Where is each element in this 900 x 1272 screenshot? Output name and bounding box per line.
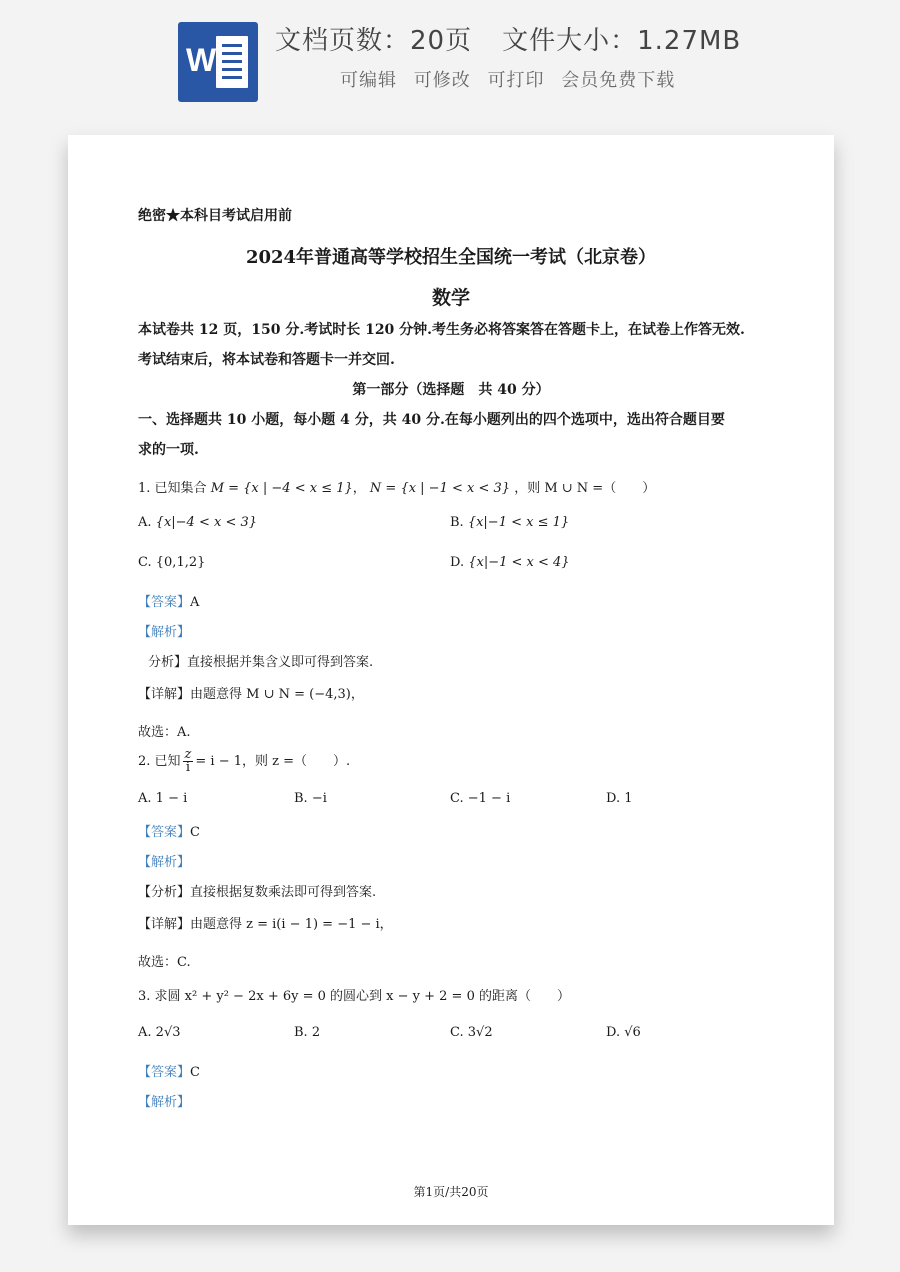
- q2-option-b: B. −i: [294, 791, 327, 806]
- question-3: 3. 求圆 x² + y² − 2x + 6y = 0 的圆心到 x − y + 2 = 0 的距离（ ）: [138, 989, 570, 1004]
- q1-option-d: D. {x|−1 < x < 4}: [450, 555, 570, 570]
- q3-answer: 【答案】C: [138, 1065, 200, 1080]
- feature-member-free: 会员免费下载: [561, 70, 676, 91]
- q3-option-a: A. 2√3: [138, 1025, 181, 1040]
- instructions-line-2: 考试结束后，将本试卷和答题卡一并交回.: [138, 352, 395, 368]
- page-count: 文档页数：20页: [275, 26, 473, 56]
- q3-option-c: C. 3√2: [450, 1025, 493, 1040]
- q2-option-c: C. −1 − i: [450, 791, 511, 806]
- q3-option-d: D. √6: [606, 1025, 641, 1040]
- q1-suffix: ，则 M ∪ N =（ ）: [514, 481, 656, 496]
- q2-fraction: $\frac{z}{i}$: [184, 747, 192, 775]
- feature-editable: 可编辑: [340, 70, 397, 91]
- section-desc-line-1: 一、选择题共 10 小题，每小题 4 分，共 40 分.在每小题列出的四个选项中，选出符合题目要: [138, 412, 725, 428]
- q1-detail: 【详解】由题意得 M ∪ N = (−4,3)，: [138, 687, 364, 702]
- question-1: 1. 已知集合 M = {x | −4 < x ≤ 1}， N = {x | −1 < x < 3} ，则 M ∪ N =（ ）: [138, 481, 656, 496]
- section-desc-line-2: 求的一项.: [138, 442, 199, 458]
- feature-list: [340, 66, 675, 92]
- q2-fenxi: 【分析】直接根据复数乘法即可得到答案.: [138, 885, 377, 900]
- section-title: 第一部分（选择题 共 40 分）: [352, 382, 550, 398]
- q3-analysis-tag: 【解析】: [138, 1095, 191, 1110]
- document-page: [68, 135, 834, 1225]
- q1-option-b: B. {x|−1 < x ≤ 1}: [450, 515, 570, 530]
- feature-modifiable: 可修改: [413, 70, 471, 91]
- q2-option-d: D. 1: [606, 791, 633, 806]
- word-document-icon: W: [178, 22, 258, 102]
- q1-prefix: 1. 已知集合: [138, 481, 207, 496]
- page-footer: 第1页/共20页: [413, 1185, 489, 1199]
- q1-option-a: A. {x|−4 < x < 3}: [138, 515, 258, 530]
- exam-title: 2024年普通高等学校招生全国统一考试（北京卷）: [245, 247, 657, 268]
- instructions-line-1: 本试卷共 12 页，150 分.考试时长 120 分钟.考生务必将答案答在答题卡上，在试卷上作答无效.: [138, 322, 745, 338]
- confidential-label: 绝密★本科目考试启用前: [138, 208, 292, 224]
- q1-set-n: N = {x | −1 < x < 3}: [369, 481, 511, 496]
- q1-set-m: M = {x | −4 < x ≤ 1}: [210, 481, 353, 496]
- q3-option-b: B. 2: [294, 1025, 321, 1040]
- header-banner: [0, 0, 900, 118]
- file-size: 文件大小：1.27MB: [502, 26, 742, 56]
- q2-answer: 【答案】C: [138, 825, 200, 840]
- q1-conclusion: 故选：A.: [138, 725, 191, 740]
- subject-title: 数学: [431, 287, 470, 309]
- document-stats: [275, 20, 741, 57]
- q1-analysis-tag: 【解析】: [138, 625, 191, 640]
- feature-printable: 可打印: [487, 70, 545, 91]
- q2-option-a: A. 1 − i: [138, 791, 188, 806]
- q2-detail: 【详解】由题意得 z = i(i − 1) = −1 − i，: [138, 917, 393, 932]
- q1-answer: 【答案】A: [138, 595, 200, 610]
- q2-conclusion: 故选：C.: [138, 955, 191, 970]
- q1-fenxi: 分析】直接根据并集含义即可得到答案.: [148, 655, 374, 670]
- q2-analysis-tag: 【解析】: [138, 855, 191, 870]
- question-2: 2. 已知 $\frac{z}{i}$ = i − 1，则 z =（ ）.: [138, 747, 351, 775]
- q1-option-c: C. {0,1,2}: [138, 555, 206, 570]
